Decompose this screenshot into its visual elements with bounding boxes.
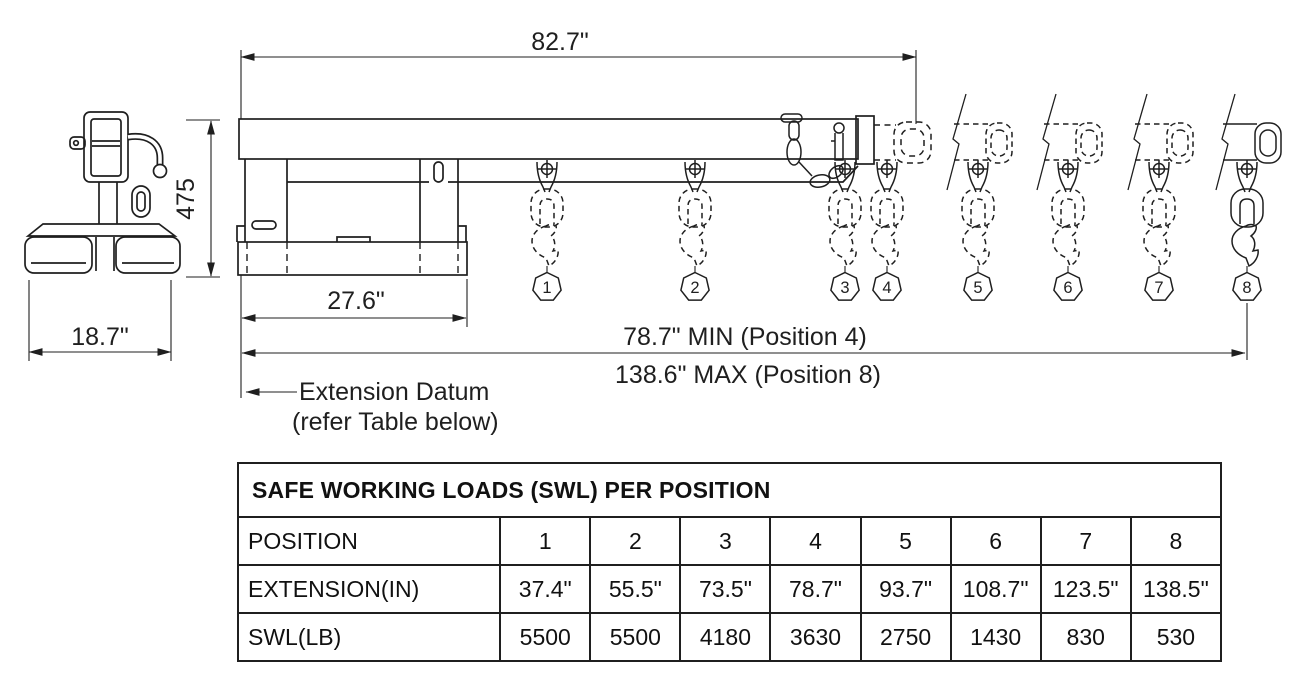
swl-cell: 1430	[951, 613, 1041, 661]
break-line	[1128, 94, 1147, 190]
side-view	[25, 112, 180, 273]
boom-outer-tube	[239, 119, 858, 159]
chain-link	[1052, 189, 1084, 227]
chain-link	[679, 189, 711, 227]
boom-tip-fragment	[1223, 123, 1281, 163]
extension-cell: 37.4"	[500, 565, 590, 613]
position-cell: 3	[680, 517, 770, 565]
fork-pockets-end-view	[25, 237, 180, 273]
position-balloon-number: 2	[690, 279, 700, 297]
lock-pin-and-chain	[781, 114, 845, 189]
position-balloon-number: 1	[542, 279, 552, 297]
break-line	[1216, 94, 1235, 190]
clevis-pin	[1149, 160, 1169, 192]
position-cell: 1	[500, 517, 590, 565]
dim-475-label: 475	[172, 178, 200, 220]
datum-label-line1: Extension Datum	[299, 378, 490, 406]
position-balloon-number: 5	[973, 279, 983, 297]
lifting-hook	[532, 225, 558, 267]
clevis-pin	[1058, 160, 1078, 192]
boom-bottom-flange	[287, 166, 858, 182]
extension-cell: 78.7"	[770, 565, 860, 613]
table-row-position	[238, 517, 1221, 565]
clevis-pin	[685, 160, 705, 192]
table-row-extension	[238, 565, 1221, 613]
position-1	[531, 160, 563, 300]
position-balloon-number: 6	[1063, 279, 1073, 297]
position-4	[871, 160, 903, 300]
position-balloon-number: 7	[1154, 279, 1164, 297]
position-8	[1216, 94, 1281, 300]
dim-27-6-label: 27.6"	[327, 287, 385, 315]
boom-tip-fragment	[1044, 123, 1102, 163]
position-5	[947, 94, 1012, 300]
row-label: EXTENSION(IN)	[238, 565, 500, 613]
dim-max-label: 138.6" MAX (Position 8)	[615, 361, 881, 389]
boom-tip-fragment	[954, 123, 1012, 163]
lifting-hook	[1053, 225, 1079, 267]
chain-link	[1231, 189, 1263, 227]
position-balloon-number: 4	[882, 279, 892, 297]
clevis-pin	[1237, 160, 1257, 192]
crank-handle	[128, 136, 167, 177]
dim-18-7-label: 18.7"	[71, 323, 129, 351]
extension-cell: 73.5"	[680, 565, 770, 613]
chain-link	[1143, 189, 1175, 227]
chain-link	[531, 189, 563, 227]
position-2	[679, 160, 711, 300]
row-label: POSITION	[238, 517, 500, 565]
lifting-hook	[1232, 225, 1258, 267]
position-7	[1128, 94, 1193, 300]
position-cell: 2	[590, 517, 680, 565]
lifting-hook	[1144, 225, 1170, 267]
position-cell: 6	[951, 517, 1041, 565]
position-cell: 8	[1131, 517, 1221, 565]
boom-inner-retracted-tip	[874, 122, 931, 163]
extension-cell: 93.7"	[861, 565, 951, 613]
lifting-hook	[830, 225, 856, 267]
row-label: SWL(LB)	[238, 613, 500, 661]
swl-cell: 5500	[500, 613, 590, 661]
clevis-pin	[877, 160, 897, 192]
fork-pocket-dashed-walls	[247, 242, 458, 275]
fork-pocket-base	[238, 242, 467, 275]
position-cell: 5	[861, 517, 951, 565]
swl-cell: 3630	[770, 613, 860, 661]
clevis-pin	[537, 160, 557, 192]
dim-min-label: 78.7" MIN (Position 4)	[623, 323, 867, 351]
swl-cell: 2750	[861, 613, 951, 661]
dimension-labels	[71, 28, 881, 436]
break-line	[1037, 94, 1056, 190]
extension-cell: 108.7"	[951, 565, 1041, 613]
swl-cell: 4180	[680, 613, 770, 661]
lifting-hook	[872, 225, 898, 267]
table-row-swl	[238, 613, 1221, 661]
position-balloon-number: 8	[1242, 279, 1252, 297]
chain-link	[871, 189, 903, 227]
chain-link	[829, 189, 861, 227]
swl-cell: 530	[1131, 613, 1221, 661]
clevis-pin	[968, 160, 988, 192]
boom-tip-fragment	[1135, 123, 1193, 163]
lifting-hook	[680, 225, 706, 267]
chain-link	[962, 189, 994, 227]
position-cell: 4	[770, 517, 860, 565]
swl-cell: 830	[1041, 613, 1131, 661]
lifting-hook	[963, 225, 989, 267]
table-title: SAFE WORKING LOADS (SWL) PER POSITION	[238, 463, 1221, 517]
break-line	[947, 94, 966, 190]
position-cell: 7	[1041, 517, 1131, 565]
dim-82-7-label: 82.7"	[531, 28, 589, 56]
base-plate	[28, 224, 175, 236]
swl-cell: 5500	[590, 613, 680, 661]
position-balloon-number: 3	[840, 279, 850, 297]
carriage-uprights	[237, 159, 466, 242]
main-view	[237, 114, 931, 275]
hanging-ring	[132, 186, 150, 217]
extension-cell: 55.5"	[590, 565, 680, 613]
datum-label-line2: (refer Table below)	[292, 408, 499, 436]
extension-cell: 123.5"	[1041, 565, 1131, 613]
position-6	[1037, 94, 1102, 300]
swl-table	[237, 462, 1222, 662]
hook-positions	[531, 94, 1281, 300]
extension-cell: 138.5"	[1131, 565, 1221, 613]
